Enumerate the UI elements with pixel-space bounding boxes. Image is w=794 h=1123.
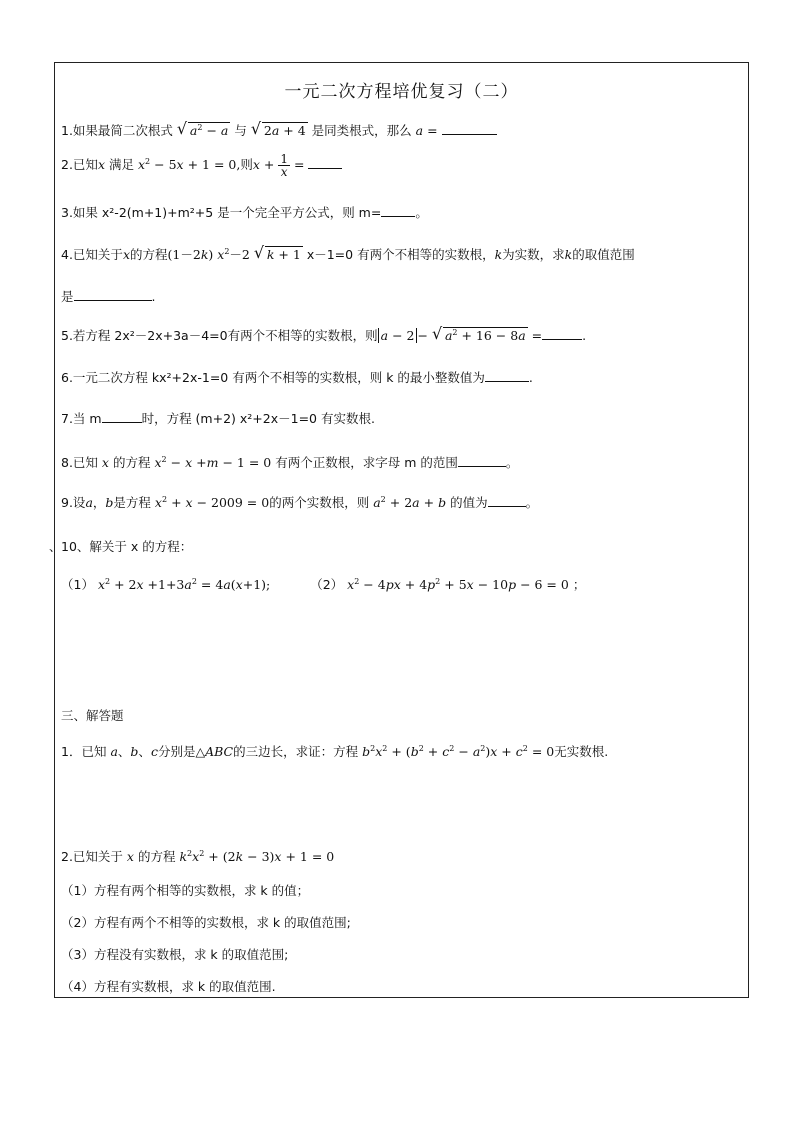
question-1: 1.如果最简二次根式 √ $a^2 - a$ 与 √ 2a + 4 是同类根式，那么 a = [61,121,497,139]
answer-blank[interactable] [308,156,342,169]
question-4-cont: 是 . [61,289,156,304]
question-10-parts: （1） $x^2 + 2x +1+3a^2 = 4a(x+1)$; （2） $x^2 - 4px + 4p^2 + 5x - 10p - 6 = 0$ ； [61,576,586,592]
answer-blank[interactable] [485,369,529,382]
answer-blank[interactable] [381,204,415,217]
answer-blank[interactable] [542,327,582,340]
answer-blank[interactable] [442,122,497,135]
question-7: 7.当 m 时，方程 (m+2) x²+2x－1=0 有实数根. [61,411,375,426]
answer-blank[interactable] [74,288,152,301]
problem-2-part-3: （3）方程没有实数根，求 k 的取值范围; [61,947,289,962]
question-8: 8.已知 x 的方程 $x^2 - x +m - 1 = 0$ 有两个正数根，求字母 m 的范围 。 [61,454,519,470]
problem-2-part-1: （1）方程有两个相等的实数根，求 k 的值； [61,883,310,898]
problem-2-part-2: （2）方程有两个不相等的实数根，求 k 的取值范围; [61,915,351,930]
question-4: 4.已知关于x的方程(1－2k) $x^2-2$ √ k + 1 x－1=0 有两个不相等的实数根，k为实数，求k的取值范围 [61,243,635,262]
question-2: 2.已知x 满足 $x^2 - 5x + 1 = 0$,则x + $\frac{1}{x}$ = [61,153,342,178]
answer-blank[interactable] [458,454,506,467]
stray-mark: 、 [49,540,62,554]
question-3: 3.如果 x²-2(m+1)+m²+5 是一个完全平方公式，则 m= 。 [61,205,428,220]
answer-blank[interactable] [102,410,142,423]
worksheet-frame [54,62,749,998]
problem-2-part-4: （4）方程有实数根，求 k 的取值范围. [61,979,276,994]
section-heading: 三、解答题 [61,708,124,723]
question-5: 5.若方程 2x²－2x+3a－4=0有两个不相等的实数根，则 a − 2 − √ $a^2 + 16 - 8a$ = . [61,323,587,343]
page-title: 一元二次方程培优复习（二） [284,82,519,102]
question-10: 10、解关于 x 的方程： [61,539,193,554]
answer-blank[interactable] [488,494,526,507]
question-9: 9.设a，b是方程 $x^2 + x - 2009 = 0$的两个实数根，则 $a^2 + 2a + b$ 的值为 。 [61,494,539,510]
problem-1: 1．已知 a、b、c分别是△ABC的三边长，求证：方程 $b^2x^2 + (b^2 + c^2 - a^2)x + c^2 = 0$无实数根. [61,743,609,759]
problem-2: 2.已知关于 x 的方程 $k^2x^2 + (2k - 3)x + 1 = 0$ [61,848,335,864]
question-6: 6.一元二次方程 kx²+2x-1=0 有两个不相等的实数根，则 k 的最小整数值为 . [61,370,533,385]
